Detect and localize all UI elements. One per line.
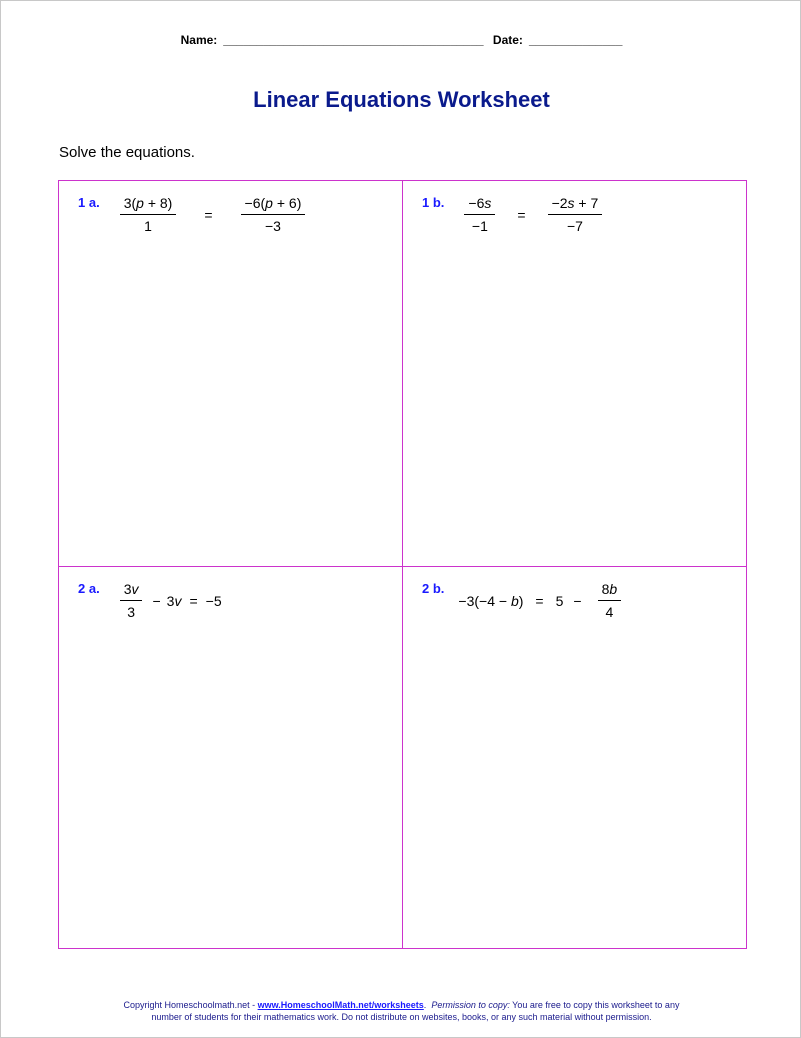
permission-text-2: number of students for their mathematics work. Do not distribute on websites, books, or any such material without permission. — [151, 1012, 652, 1022]
numerator: 3v — [120, 581, 143, 601]
equals: = — [535, 592, 544, 609]
problem-2a — [78, 581, 222, 620]
numerator: 3(p + 8) — [120, 195, 177, 215]
denominator: −7 — [566, 218, 583, 234]
fraction — [241, 195, 306, 234]
equals: = — [189, 592, 198, 609]
name-date-header — [1, 33, 801, 47]
denominator: 4 — [605, 604, 614, 620]
copyright: Copyright Homeschoolmath.net - — [123, 1000, 258, 1010]
minus: − — [573, 592, 582, 609]
problem-1b — [422, 195, 608, 234]
permission-label: Permission to copy: — [431, 1000, 510, 1010]
divider — [402, 181, 403, 948]
problem-label: 1 b. — [422, 195, 445, 210]
denominator: 1 — [144, 218, 152, 234]
problem-2b — [422, 581, 627, 620]
numerator: −6s — [464, 195, 495, 215]
fraction — [120, 581, 143, 620]
denominator: 3 — [127, 604, 135, 620]
date-blank: ______________ — [528, 33, 623, 47]
constant: 5 — [555, 592, 564, 609]
numerator: 8b — [598, 581, 622, 601]
page-title: Linear Equations Worksheet — [253, 87, 550, 112]
problem-grid — [58, 180, 747, 949]
problem-label: 1 a. — [78, 195, 100, 210]
problem-label: 2 b. — [422, 581, 445, 596]
instructions: Solve the equations. — [59, 144, 195, 161]
problem-label: 2 a. — [78, 581, 100, 596]
permission-text: You are free to copy this worksheet to any — [509, 1000, 680, 1010]
fraction — [598, 581, 622, 620]
name-label: Name: — [180, 33, 218, 47]
numerator: −2s + 7 — [548, 195, 603, 215]
equals: = — [517, 206, 526, 223]
fraction — [120, 195, 177, 234]
denominator: −3 — [264, 218, 281, 234]
divider — [59, 566, 746, 567]
lhs: −3(−4 − b) — [458, 592, 524, 609]
numerator: −6(p + 6) — [241, 195, 306, 215]
minus: − — [152, 592, 161, 609]
term: 3v — [166, 592, 182, 609]
worksheets-link[interactable]: www.HomeschoolMath.net/worksheets — [257, 1000, 424, 1010]
date-label: Date: — [492, 33, 523, 47]
fraction — [464, 195, 495, 234]
name-blank: _______________________________________ — [223, 33, 484, 47]
equals: = — [204, 206, 213, 223]
problem-1a — [78, 195, 311, 234]
fraction — [548, 195, 603, 234]
denominator: −1 — [471, 218, 488, 234]
footer: Copyright Homeschoolmath.net - www.HomeschoolMath.net/worksheets. Permission to copy: You are free to copy this worksheet to any number of students for their mathematics work. Do not distribute on websites, books, or any such material without permission. — [123, 1000, 680, 1022]
rhs: −5 — [205, 592, 222, 609]
